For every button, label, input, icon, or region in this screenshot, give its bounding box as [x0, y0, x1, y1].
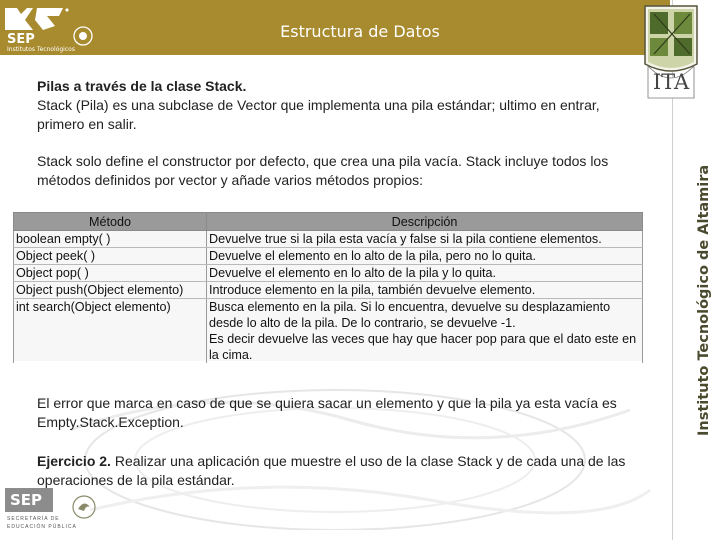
methods-table — [13, 212, 642, 361]
description-text: Busca elemento en la pila. Si lo encuentra, devuelve su desplazamiento desde lo alto de la pila. De lo contrario, se devuelve -1. — [209, 300, 611, 330]
description-cell: Introduce elemento en la pila, también devuelve elemento. — [207, 282, 643, 299]
section-heading: Pilas a través de la clase Stack. — [37, 78, 247, 94]
page-title: Estructura de Datos — [280, 22, 440, 41]
paragraph-exercise — [37, 452, 667, 490]
ita-logo — [640, 4, 702, 100]
method-cell: boolean empty( ) — [14, 231, 207, 248]
method-cell: int search(Object elemento) — [14, 299, 207, 364]
description-cell: Devuelve true si la pila esta vacía y false si la pila contiene elementos. — [207, 231, 643, 248]
sep-logo-text: SEP — [7, 32, 35, 47]
footer-sep-sub1: SECRETARÍA DE — [7, 516, 60, 522]
paragraph-error: El error que marca en caso de que se quiera sacar un elemento y que la pila ya esta vacía es Empty.Stack.Exception. — [37, 395, 617, 430]
method-cell: Object pop( ) — [14, 265, 207, 282]
sep-logo-subtext: Institutos Tecnológicos — [7, 46, 75, 53]
paragraph-methods-intro: Stack solo define el constructor por defecto, que crea una pila vacía. Stack incluye todos los métodos definidos por vector y añade varios métodos propios: — [37, 153, 609, 188]
exercise-label: Ejercicio 2. — [37, 453, 111, 469]
ita-logo-text: ITA — [652, 70, 690, 94]
description-cell: Devuelve el elemento en lo alto de la pila y lo quita. — [207, 265, 643, 282]
mexico-eagle-icon — [71, 494, 97, 520]
table-row — [14, 299, 643, 364]
description-cell: Devuelve el elemento en lo alto de la pila, pero no lo quita. — [207, 248, 643, 265]
institution-vertical-label: Instituto Tecnológico de Altamira — [696, 164, 712, 436]
table-row — [14, 231, 643, 248]
paragraph-intro — [37, 77, 637, 134]
table-row — [14, 265, 643, 282]
footer-sep-text: SEP — [10, 491, 43, 509]
footer-sep-sub2: EDUCACIÓN PÚBLICA — [7, 524, 77, 530]
table-row — [14, 282, 643, 299]
table-row — [14, 248, 643, 265]
table-header-method: Método — [14, 213, 207, 231]
method-cell: Object peek( ) — [14, 248, 207, 265]
method-cell: Object push(Object elemento) — [14, 282, 207, 299]
exercise-text: Realizar una aplicación que muestre el uso de la clase Stack y de cada una de las operaciones de la pila estándar. — [37, 453, 626, 488]
intro-text: Stack (Pila) es una subclase de Vector que implementa una pila estándar; ultimo en entrar, primero en salir. — [37, 97, 600, 132]
footer-sep-logo — [5, 488, 99, 536]
table-header-description: Descripción — [207, 213, 643, 231]
description-text-extra: Es decir devuelve las veces que hay que hacer pop para que el dato este en la cima. — [209, 332, 637, 362]
description-cell — [207, 299, 643, 364]
